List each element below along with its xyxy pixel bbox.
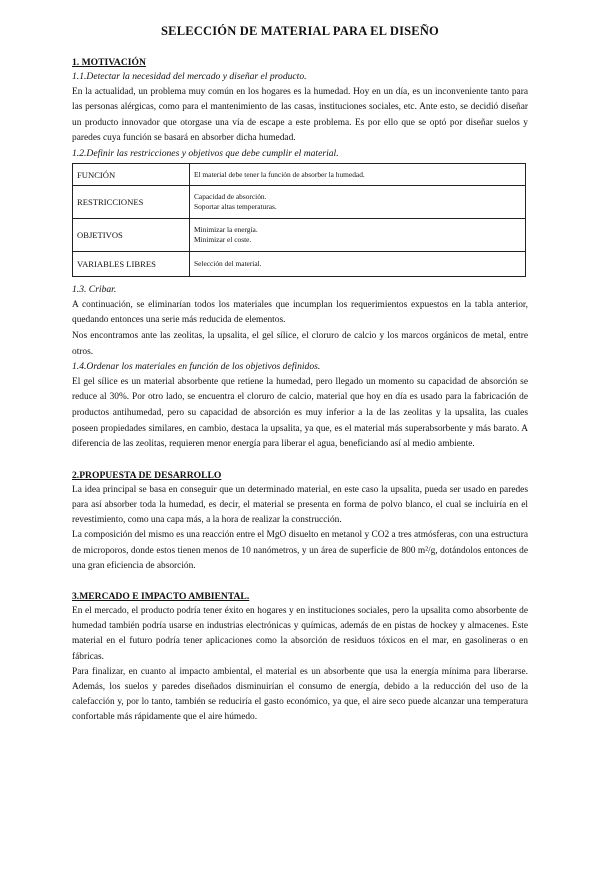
table-value-variables-libres [190, 252, 526, 277]
subheading-1-1: 1.1.Detectar la necesidad del mercado y diseñar el producto. [72, 71, 307, 82]
table-value-objetivos [190, 219, 526, 252]
paragraph-3-2: Para finalizar, en cuanto al impacto ambiental, el material es un absorbente que usa la energía mínima para liberarse. Además, los suelos y paredes diseñados disminuirían el consumo de energía, debido a la reducción del uso de la calefacción y, por lo tanto, también se reduciría el gasto económico, ya que, el aire seco puede alcanzar una temperatura confortable más rápidamente que el aire húmedo. [72, 666, 528, 723]
section-2-heading: 2.PROPUESTA DE DESARROLLO [72, 469, 222, 481]
requirements-table [72, 163, 526, 277]
subheading-1-3: 1.3. Cribar. [72, 284, 117, 296]
table-key-objetivos: OBJETIVOS [73, 219, 190, 252]
table-row [73, 252, 526, 277]
paragraph-1-4: El gel sílice es un material absorbente que retiene la humedad, pero llegado un momento su capacidad de absorción se reduce al 30%. Por otro lado, se encuentra el cloruro de calcio, material que hoy en día es usado para la fabricación de productos antihumedad, pero su capacidad de absorción es muy inferior a la de las zeolitas y la upsalita, las cuales poseen propiedades similares, en cambio, destaca la upsalita, ya que, es el material más superabsorbente y más barato. A diferencia de las zeolitas, requieren menor energía para liberar el agua, beneficiando así al medio ambiente. [72, 376, 528, 450]
table-row [73, 219, 526, 252]
paragraph-1-1: En la actualidad, un problema muy común en los hogares es la humedad. Hoy en un día, es un inconveniente tanto para las personas alérgicas, como para el mantenimiento de las casas, instituciones sociales, etc. Ante esto, se decidió diseñar un producto innovador que otorgase una vía de escape a este problema. Es por ello que se optó por diseñar suelos y paredes cuya función se basará en absorber dicha humedad. [72, 86, 528, 144]
table-value-line: Selección del material. [194, 259, 262, 269]
paragraph-2-1: La idea principal se basa en conseguir que un determinado material, en este caso la upsalita, pueda ser usado en paredes para así absorber toda la humedad, es decir, el material se presenta en forma de polvo blanco, el cual se incluiría en el revestimiento, como una capa más, a la hora de realizar la construcción. [72, 484, 528, 526]
paragraph-3-1: En el mercado, el producto podría tener éxito en hogares y en instituciones sociales, pero la upsalita como absorbente de humedad también podría usarse en industrias electrónicas y químicas, además de en pistas de hockey y almacenes. Este material en el futuro podría tener aplicaciones como la absorción de residuos tóxicos en el mar, en gasolineras o en fábricas. [72, 605, 528, 662]
document-title: SELECCIÓN DE MATERIAL PARA EL DISEÑO [161, 24, 439, 38]
table-value-line: Minimizar la energía. [194, 225, 258, 235]
table-key-funcion: FUNCIÓN [73, 164, 190, 186]
section-3-heading: 3.MERCADO E IMPACTO AMBIENTAL. [72, 590, 250, 602]
table-value-line: El material debe tener la función de absorber la humedad. [194, 169, 365, 179]
paragraph-1-3b: Nos encontramos ante las zeolitas, la upsalita, el gel sílice, el cloruro de calcio y los marcos orgánicos de metal, entre otros. [72, 331, 528, 357]
paragraph-2-2: La composición del mismo es una reacción entre el MgO disuelto en metanol y CO2 a tres atmósferas, con una estructura de microporos, donde estos tienen menos de 10 nanómetros, y un área de superficie de 800 m²/g, dotándolos entonces de una gran eficiencia de absorción. [72, 530, 528, 571]
subheading-1-2: 1.2.Definir las restricciones y objetivos que debe cumplir el material. [72, 147, 339, 159]
paragraph-1-3a: A continuación, se eliminarían todos los materiales que incumplan los requerimientos expuestos en la tabla anterior, quedando entonces una serie más reducida de elementos. [72, 299, 528, 326]
document-page [0, 24, 600, 872]
table-key-variables-libres: VARIABLES LIBRES [73, 252, 190, 277]
table-key-restricciones: RESTRICCIONES [73, 186, 190, 219]
table-value-line: Capacidad de absorción. [194, 192, 267, 202]
table-row [73, 164, 526, 186]
table-value-restricciones [190, 186, 526, 219]
section-1-heading: 1. MOTIVACIÓN [72, 57, 146, 68]
table-value-line: Minimizar el coste. [194, 235, 252, 245]
subheading-1-4: 1.4.Ordenar los materiales en función de los objetivos definidos. [72, 361, 321, 373]
table-value-line: Soportar altas temperaturas. [194, 202, 277, 212]
table-value-funcion [190, 164, 526, 186]
table-row [73, 186, 526, 219]
